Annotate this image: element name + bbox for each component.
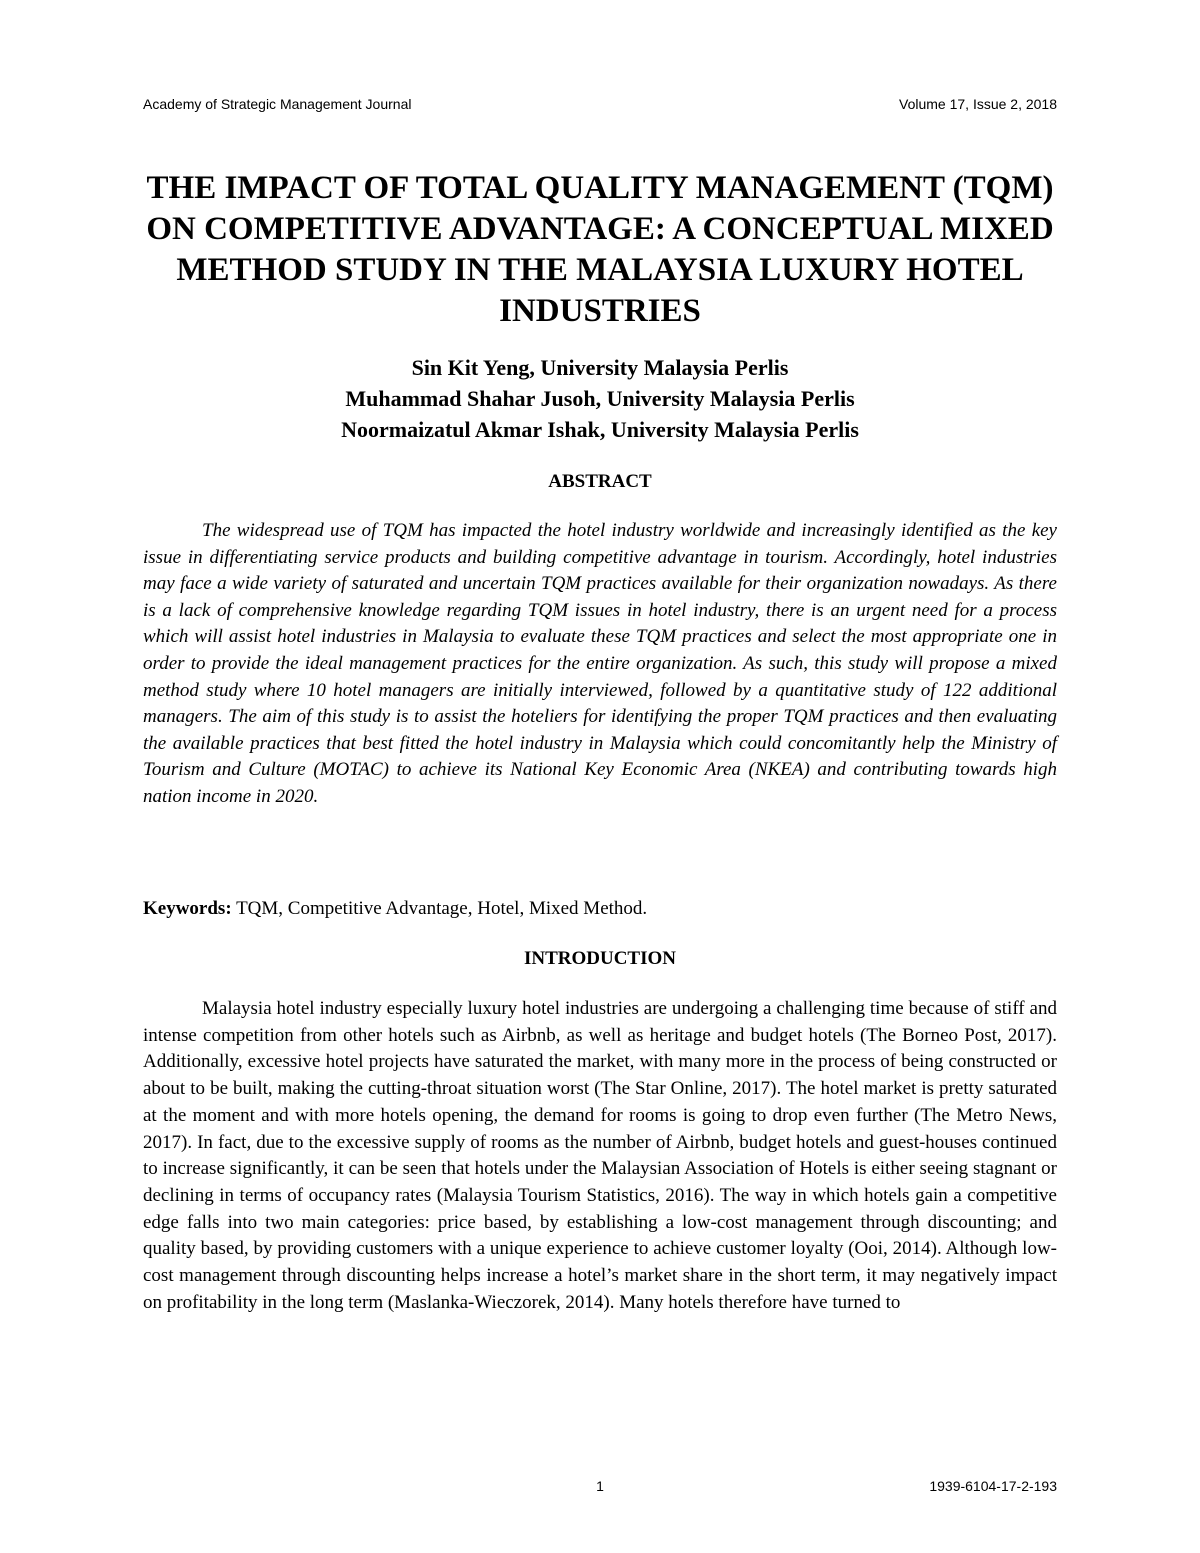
keywords-text: TQM, Competitive Advantage, Hotel, Mixed Method. <box>236 898 648 919</box>
abstract-text: The widespread use of TQM has impacted the hotel industry worldwide and increasingly identified as the key issue in differentiating service products and building competitive advantage in tourism. Accordingly, hotel industries may face a wide variety of saturated and uncertain TQM practices available for their organization nowadays. As there is a lack of comprehensive knowledge regarding TQM issues in hotel industry, there is an urgent need for a process which will assist hotel industries in Malaysia to evaluate these TQM practices and select the most appropriate one in order to provide the ideal management practices for the entire organization. As such, this study will propose a mixed method study where 10 hotel managers are initially interviewed, followed by a quantitative study of 122 additional managers. The aim of this study is to assist the hoteliers for identifying the proper TQM practices and then evaluating the available practices that best fitted the hotel industry in Malaysia which could concomitantly help the Ministry of Tourism and Culture (MOTAC) to achieve its National Key Economic Area (NKEA) and contributing towards high nation income in 2020. <box>143 520 1057 807</box>
page-number: 1 <box>596 1478 604 1494</box>
journal-name: Academy of Strategic Management Journal <box>143 96 412 112</box>
author-list <box>143 352 1057 445</box>
keywords-label: Keywords: <box>143 898 232 919</box>
abstract-heading: ABSTRACT <box>548 471 652 492</box>
author-3: Noormaizatul Akmar Ishak, University Malaysia Perlis <box>341 417 859 442</box>
running-header <box>143 96 1057 116</box>
document-id: 1939-6104-17-2-193 <box>929 1478 1057 1494</box>
introduction-text: Malaysia hotel industry especially luxury hotel industries are undergoing a challenging time because of stiff and intense competition from other hotels such as Airbnb, as well as heritage and budget hotels (The Borneo Post, 2017). Additionally, excessive hotel projects have saturated the market, with many more in the process of being constructed or about to be built, making the cutting-throat situation worst (The Star Online, 2017). The hotel market is pretty saturated at the moment and with more hotels opening, the demand for rooms is going to drop even further (The Metro News, 2017). In fact, due to the excessive supply of rooms as the number of Airbnb, budget hotels and guest-houses continued to increase significantly, it can be seen that hotels under the Malaysian Association of Hotels is either seeing stagnant or declining in terms of occupancy rates (Malaysia Tourism Statistics, 2016). The way in which hotels gain a competitive edge falls into two main categories: price based, by establishing a low-cost management through discounting; and quality based, by providing customers with a unique experience to achieve customer loyalty (Ooi, 2014). Although low-cost management through discounting helps increase a hotel’s market share in the short term, it may negatively impact on profitability in the long term (Maslanka-Wieczorek, 2014). Many hotels therefore have turned to <box>143 998 1057 1313</box>
introduction-heading: INTRODUCTION <box>523 948 677 969</box>
paper-title: THE IMPACT OF TOTAL QUALITY MANAGEMENT (TQM) ON COMPETITIVE ADVANTAGE: A CONCEPTUAL MIXED METHOD STUDY IN THE MALAYSIA LUXURY HOTEL INDUSTRIES <box>146 170 1054 329</box>
volume-issue: Volume 17, Issue 2, 2018 <box>899 96 1057 112</box>
page-footer <box>143 1478 1057 1498</box>
keywords <box>143 896 1057 922</box>
author-1: Sin Kit Yeng, University Malaysia Perlis <box>411 355 789 380</box>
author-2: Muhammad Shahar Jusoh, University Malaysia Perlis <box>345 386 855 411</box>
